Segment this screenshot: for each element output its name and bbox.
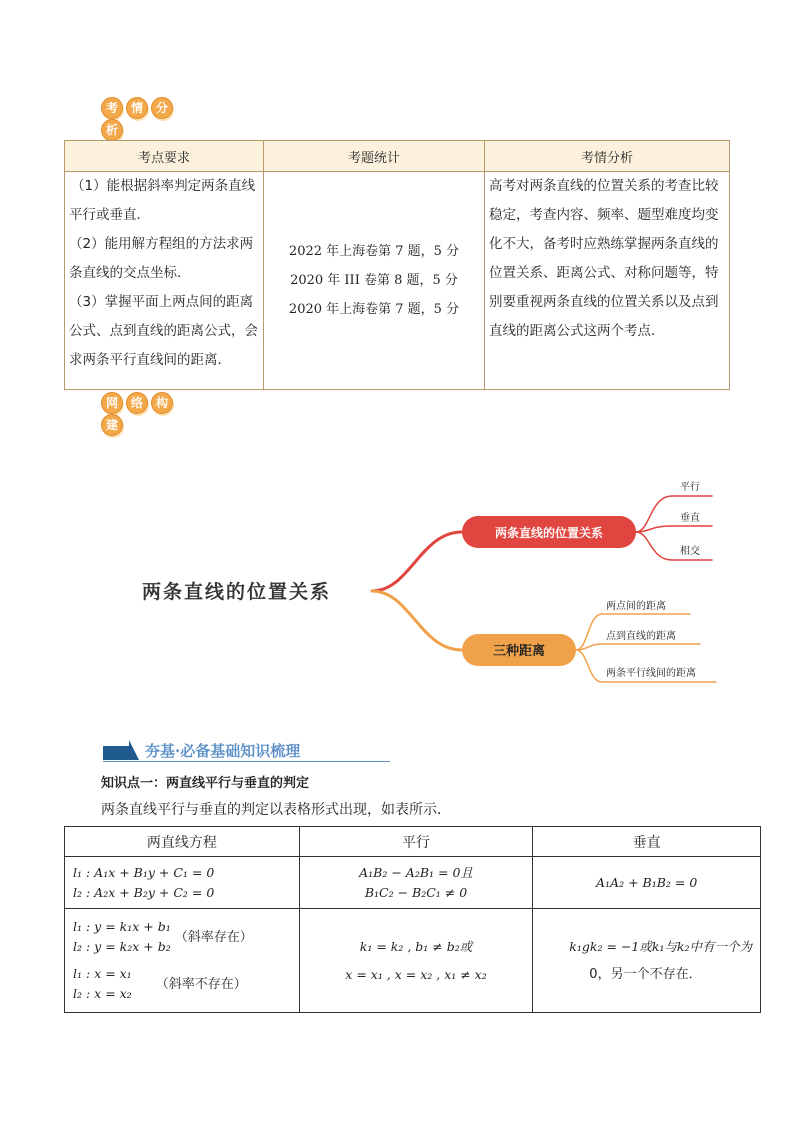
- requirement-2: （2）能用解方程组的方法求两条直线的交点坐标．: [69, 236, 254, 281]
- requirement-1: （1）能根据斜率判定两条直线平行或垂直．: [69, 178, 256, 223]
- leaf-parallel-lines-distance: 两条平行线间的距离: [606, 668, 696, 679]
- row2-eq2-line: [73, 929, 291, 958]
- row2-note1: （斜率存在）: [174, 929, 253, 945]
- row1-parallel: [299, 857, 533, 909]
- row2-par2: x = x₁ , x = x₂ , x₁ ≠ x₂: [345, 966, 487, 982]
- mindmap-root: 两条直线的位置关系: [142, 581, 332, 603]
- row1-equations: [65, 857, 300, 909]
- header-requirements: 考点要求: [65, 141, 264, 172]
- row2-eq4-line: [73, 976, 291, 1005]
- mind-map: [0, 450, 794, 710]
- badge-char: 络: [126, 392, 148, 414]
- badge-char: 考: [101, 97, 123, 119]
- leaf-perpendicular: 垂直: [680, 513, 700, 524]
- requirement-3: （3）掌握平面上两点间的距离公式、点到直线的距离公式，会求两条平行直线间的距离．: [69, 294, 258, 368]
- title-block-decoration: [103, 746, 129, 760]
- exam-analysis-badge: [101, 97, 197, 137]
- row2-perp1: k₁gk₂ = −1或k₁与k₂中有一个为: [569, 938, 752, 954]
- requirements-cell: [65, 172, 264, 390]
- row1-eq1: l₁ : A₁x + B₁y + C₁ = 0: [73, 864, 215, 880]
- knowledge-point-desc: 两条直线平行与垂直的判定以表格形式出现，如表所示．: [101, 802, 451, 818]
- badge-char: 建: [101, 414, 123, 436]
- row2-note2: （斜率不存在）: [155, 976, 247, 992]
- row2-perpendicular: [533, 909, 761, 1013]
- stats-cell: [264, 172, 485, 390]
- analysis-cell: 高考对两条直线的位置关系的考查比较稳定，考查内容、频率、题型难度均变化不大，备考时应熟练掌握两条直线的位置关系、距离公式、对称问题等，特别要重视两条直线的位置关系以及点到直线的距离公式这两个考点．: [485, 172, 730, 390]
- stat-3: 2020 年上海卷第 7 题，5 分: [288, 302, 460, 317]
- header-parallel: 平行: [299, 827, 533, 857]
- leaf-parallel: 平行: [680, 482, 700, 493]
- row2-eq2: l₂ : y = k₂x + b₂: [73, 938, 171, 954]
- row1-eq2: l₂ : A₂x + B₂y + C₂ = 0: [73, 884, 215, 900]
- header-equations: 两直线方程: [65, 827, 300, 857]
- section-title-bar: [103, 740, 390, 762]
- row2-parallel: [299, 909, 533, 1013]
- row2-par1: k₁ = k₂ , b₁ ≠ b₂或: [359, 938, 473, 954]
- badge-char: 构: [151, 392, 173, 414]
- section-title: 夯基·必备基础知识梳理: [145, 742, 301, 760]
- row1-par2: B₁C₂ − B₂C₁ ≠ 0: [364, 884, 468, 900]
- badge-char: 析: [101, 119, 123, 141]
- branch-line-red: [372, 532, 462, 591]
- exam-table: [64, 140, 730, 390]
- header-analysis: 考情分析: [485, 141, 730, 172]
- stat-2: 2020 年 III 卷第 8 题，5 分: [290, 273, 458, 288]
- branch2-label: 三种距离: [492, 644, 546, 659]
- row2-eq1: l₁ : y = k₁x + b₁: [73, 918, 171, 934]
- row2-perp2: 0，另一个不存在．: [589, 966, 702, 982]
- branch-line-orange: [372, 591, 462, 650]
- title-triangle-decoration: [129, 740, 139, 760]
- rule-table: [64, 826, 761, 1013]
- row2-equations: [65, 909, 300, 1013]
- knowledge-point-title: 知识点一：两直线平行与垂直的判定: [101, 776, 310, 791]
- stat-1: 2022 年上海卷第 7 题，5 分: [288, 244, 460, 259]
- row1-par1: A₁B₂ − A₂B₁ = 0且: [359, 864, 473, 880]
- title-underline: [103, 761, 390, 762]
- row2-eq4: l₂ : x = x₂: [73, 985, 132, 1001]
- badge-char: 网: [101, 392, 123, 414]
- network-badge: [101, 392, 197, 432]
- leaf-two-point-distance: 两点间的距离: [606, 601, 666, 612]
- header-stats: 考题统计: [264, 141, 485, 172]
- badge-char: 情: [126, 97, 148, 119]
- branch1-label: 两条直线的位置关系: [494, 526, 604, 540]
- leaf-point-line-distance: 点到直线的距离: [606, 631, 676, 642]
- header-perpendicular: 垂直: [533, 827, 761, 857]
- leaf-intersect: 相交: [680, 546, 700, 557]
- row1-perpendicular: A₁A₂ + B₁B₂ = 0: [533, 857, 761, 909]
- row2-eq3: l₁ : x = x₁: [73, 965, 132, 981]
- badge-char: 分: [151, 97, 173, 119]
